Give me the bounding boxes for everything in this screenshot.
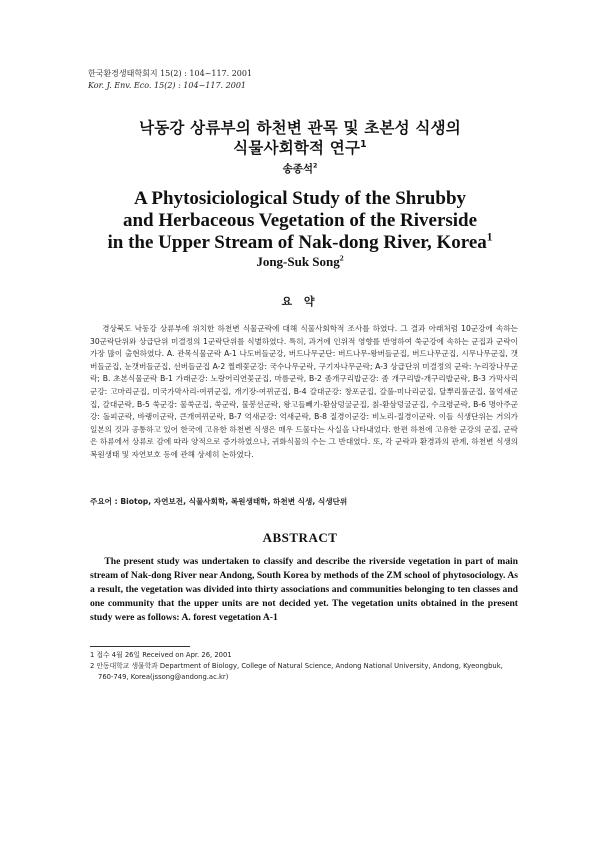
abstract-body: The present study was undertaken to classify and describe the riverside vegetation in part of main stream of Nak-dong River near Andong, South Korea by methods of the ZM school of phytosociology. As a result, the vegetation was divided into thirty associations and communities belonging to ten classes and one community that the upper units are not decided yet. The vegetation units obtained in the present study were as follows: A. forest vegetation A-1 (90, 556, 518, 623)
footnote-divider (90, 646, 190, 647)
english-title-line1: A Phytosiciological Study of the Shrubby (133, 188, 467, 209)
english-title-line3: in the Upper Stream of Nak-dong River, Korea (107, 232, 487, 253)
english-title-footnote-mark: 1 (486, 231, 493, 244)
journal-header (88, 68, 252, 92)
english-author-footnote-mark: 2 (339, 253, 344, 263)
english-title (0, 188, 600, 254)
english-author (0, 254, 600, 270)
journal-line-en: Kor. J. Env. Eco. 15(2) : 104~117. 2001 (88, 81, 246, 90)
footnote-2: 2 안동대학교 생물학과 Department of Biology, College of Natural Science, Andong National University, Andong, Kyeongbuk, 760-749, Korea(jssong@andong.ac.kr) (90, 662, 503, 681)
korean-summary-body: 경상북도 낙동강 상류부에 위치한 하천변 식물군락에 대해 식물사회학적 조사를 하였다. 그 결과 아래처럼 10군강에 속하는 30군락단위와 상급단위 미결정의 1군락단위를 식별하였다. 특히, 과거에 인위적 영향를 반영하여 쑥군강에 속하는 군집과 군락이 가장 많이 출현하였다. A. 관목식물군락 A-1 나도버들군강, 버드나무군단: 버드나무-왕버들군집, 버드나무군집, 시무나무군집, 갯버들군집, 눈갯버들군집, 선버들군집 A-2 찔레꽃군강: 국수나무군락, 구기자나무군락; A-3 상급단위 미결정의 군락: 누리장나무군락; B. 초본식물군락 B-1 가래군강: 노랑어리연꽃군집, 마름군락, B-2 좀개구리밥군강: 좀 개구리밥-개구리밥군락, B-3 가막사리군강: 고마리군집, 미국가막사리-여뀌군집, 개기장-여뀌군집, B-4 갈대군강: 창포군집, 갈풀-미나리군집, 달뿌리풀군집, 물억새군집, 갈대군락, B-5 쑥군강: 물쑥군집, 쑥군락, 물봉선군락, 왕고들빼기-환삼덩굴군집, 칡-환삼덩굴군집, 수크령군락, B-6 명아주군강: 돌피군락, 바랭이군락, 큰개여뀌군락, B-7 억새군강: 억새군락, B-8 질경이군강: 비노리-질경이군락. 이들 식생단위는 거의가 일본의 것과 공통하고 있어 한국에 고유한 하천변 식생은 매우 드물다는 사실을 나타내었다. 한편 하천에 고유한 군강의 군집, 군락은 하류에서 상류로 감에 따라 양적으로 증가하였으나, 귀화식물의 수는 그 반대였다. 또, 각 군락과 환경과의 관계, 하천변 식생의 복원생태 및 자연보호 등에 관해 상세히 논하였다. (90, 324, 518, 459)
korean-title (0, 118, 600, 158)
korean-title-footnote-mark: 1 (360, 138, 367, 150)
keywords: 주요어 : Biotop, 자연보전, 식물사회학, 복원생태학, 하천변 식생, 식생단위 (90, 497, 348, 506)
korean-summary-heading: 요 약 (281, 295, 319, 308)
english-title-line2: and Herbaceous Vegetation of the Riverside (122, 210, 478, 231)
journal-line-kr: 한국환경생태학회지 15(2) : 104~117. 2001 (88, 69, 253, 78)
korean-author-name: 송종석 (282, 163, 314, 175)
korean-author (0, 161, 600, 176)
footnotes (90, 650, 520, 683)
abstract-heading: ABSTRACT (262, 530, 338, 545)
korean-author-footnote-mark: 2 (313, 162, 318, 170)
korean-title-line2: 식물사회학적 연구 (233, 139, 361, 157)
english-author-name: Jong-Suk Song (256, 254, 340, 269)
korean-title-line1: 낙동강 상류부의 하천변 관목 및 초본성 식생의 (139, 119, 461, 137)
footnote-1: 1 접수 4월 26일 Received on Apr. 26, 2001 (90, 651, 232, 659)
